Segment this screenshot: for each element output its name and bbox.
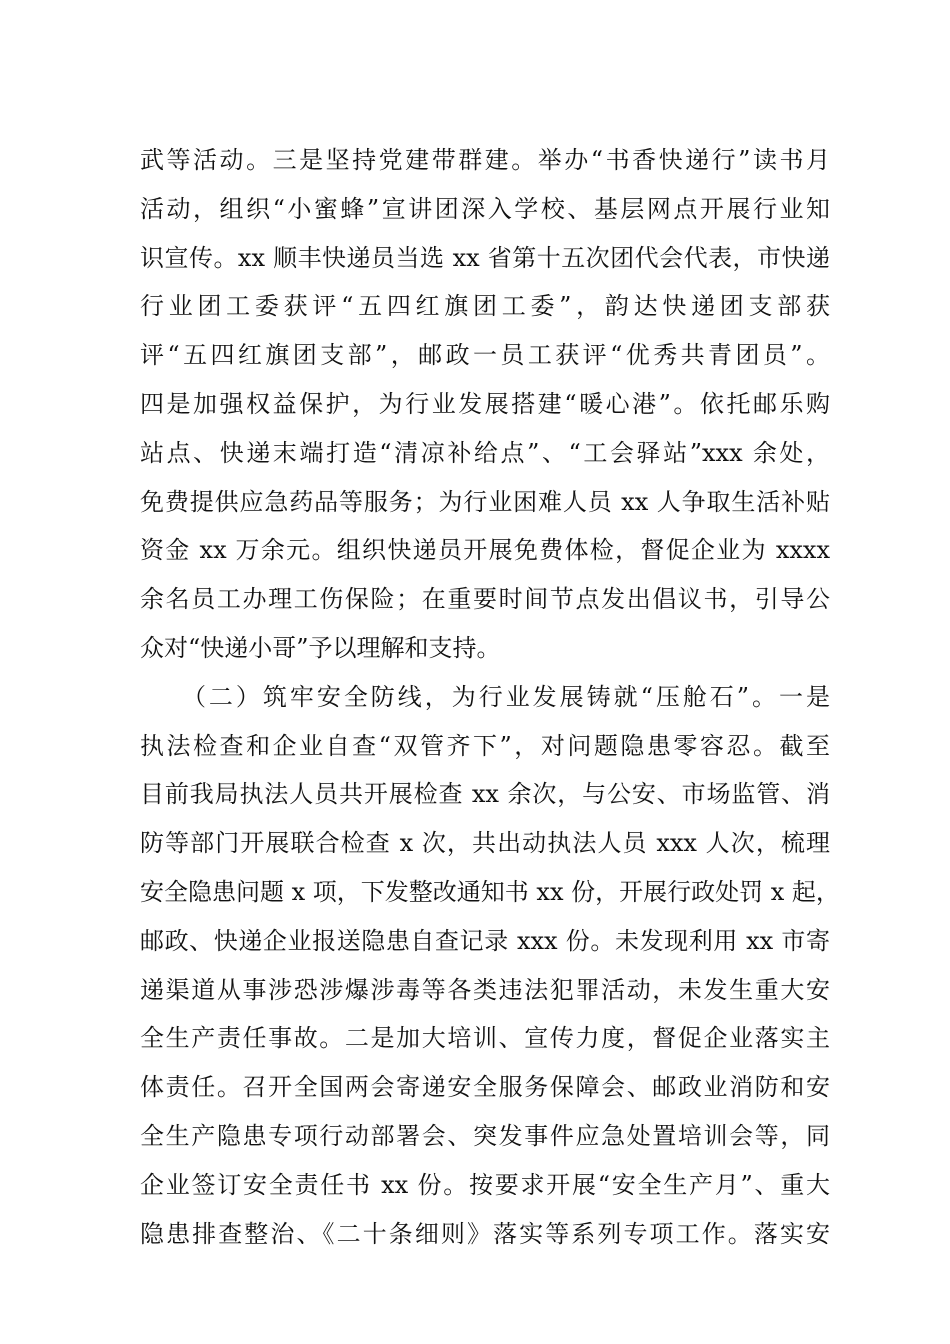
text-line: 活动，组织“小蜜蜂”宣讲团深入学校、基层网点开展行业知: [140, 194, 830, 223]
text-line: 执法检查和企业自查“双管齐下”，对问题隐患零容忍。截至: [140, 731, 830, 760]
text-line: 免费提供应急药品等服务；为行业困难人员 xx 人争取生活补贴: [140, 487, 830, 516]
text-line: 行业团工委获评“五四红旗团工委”，韵达快递团支部获: [140, 292, 830, 321]
text-line: 防等部门开展联合检查 x 次，共出动执法人员 xxx 人次，梳理: [140, 829, 830, 858]
text-line: 企业签订安全责任书 xx 份。按要求开展“安全生产月”、重大: [140, 1170, 830, 1199]
body-text: [140, 136, 840, 1258]
text-line: 武等活动。三是坚持党建带群建。举办“书香快递行”读书月: [140, 146, 830, 174]
text-line: 资金 xx 万余元。组织快递员开展免费体检，督促企业为 xxxx: [140, 536, 830, 565]
text-line: 安全隐患问题 x 项，下发整改通知书 xx 份，开展行政处罚 x 起，: [140, 877, 840, 906]
text-line: 识宣传。xx 顺丰快递员当选 xx 省第十五次团代会代表，市快递: [140, 243, 830, 272]
text-line: 余名员工办理工伤保险；在重要时间节点发出倡议书，引导公: [140, 585, 830, 614]
text-line: 全生产隐患专项行动部署会、突发事件应急处置培训会等，同: [140, 1121, 830, 1150]
section-heading-line: （二）筑牢安全防线，为行业发展铸就“压舱石”。一是: [140, 682, 830, 711]
text-line: 隐患排查整治、《二十条细则》落实等系列专项工作。落实安: [140, 1219, 830, 1248]
text-line: 邮政、快递企业报送隐患自查记录 xxx 份。未发现利用 xx 市寄: [140, 926, 830, 955]
text-line: 体责任。召开全国两会寄递安全服务保障会、邮政业消防和安: [140, 1073, 830, 1102]
text-line: 评“五四红旗团支部”，邮政一员工获评“优秀共青团员”。: [140, 341, 830, 370]
text-line: 站点、快递末端打造“清凉补给点”、“工会驿站”xxx 余处，: [140, 438, 830, 467]
text-line: 众对“快递小哥”予以理解和支持。: [140, 633, 501, 662]
text-line: 目前我局执法人员共开展检查 xx 余次，与公安、市场监管、消: [140, 780, 830, 809]
text-line: 递渠道从事涉恐涉爆涉毒等各类违法犯罪活动，未发生重大安: [140, 975, 830, 1004]
text-line: 全生产责任事故。二是加大培训、宣传力度，督促企业落实主: [140, 1024, 830, 1053]
text-line: 四是加强权益保护，为行业发展搭建“暖心港”。依托邮乐购: [140, 389, 830, 418]
